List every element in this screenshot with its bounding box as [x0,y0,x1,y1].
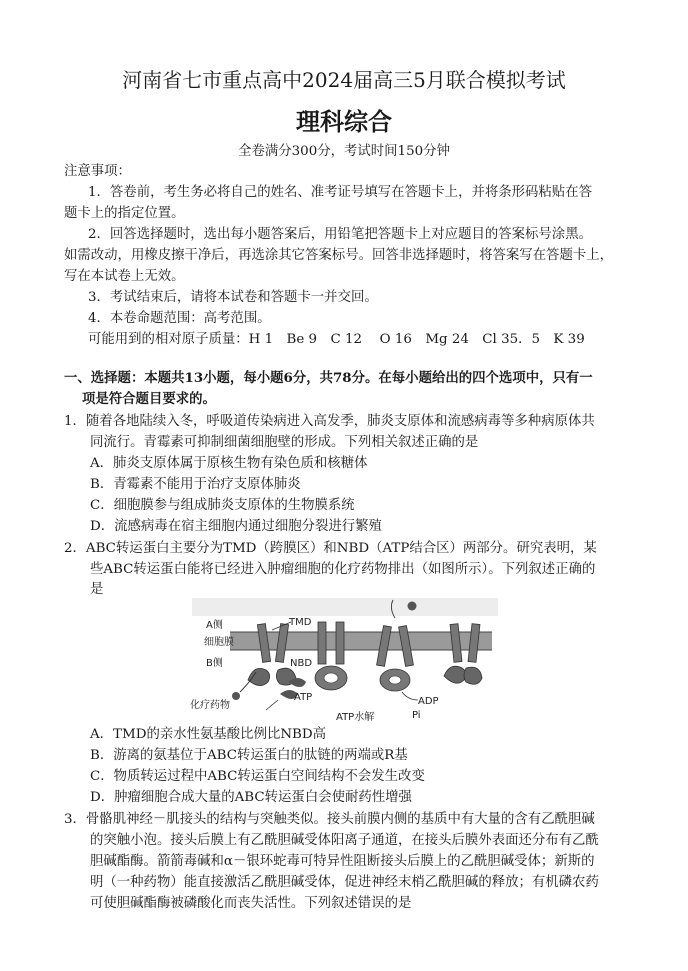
q1-option-b: B．青霉素不能用于治疗支原体肺炎 [90,477,301,492]
hydrolysis-label: ATP水解 [336,712,375,723]
abc-transporter-figure [190,596,500,726]
q3-stem-cont: 的突触小泡。接头后膜上有乙酰胆碱受体阳离子通道，在接头后膜外表面还分布有乙酰 [90,833,599,848]
q2-stem-cont: 是 [90,582,104,597]
exam-title: 河南省七市重点高中2024届高三5月联合模拟考试 [122,68,566,92]
nbd-label: NBD [290,658,313,669]
section-heading: 一、选择题：本题共13小题，每小题6分，共78分。在每小题给出的四个选项中，只有一 [64,370,593,386]
transporter-3 [377,600,439,721]
q2-option-b: B．游离的氨基位于ABC转运蛋白的肽链的两端或R基 [90,748,408,763]
q1-stem: 1．随着各地陆续入冬，呼吸道传染病进入高发季，肺炎支原体和流感病毒等多种病原体共 [64,414,595,429]
drug-molecule [232,692,240,700]
q1-option-d: D．流感病毒在宿主细胞内通过细胞分裂进行繁殖 [90,519,382,534]
exam-info: 全卷满分300分，考试时间150分钟 [238,144,450,159]
q2-option-d: D．肿瘤细胞合成大量的ABC转运蛋白会使耐药性增强 [90,790,412,805]
nbd-ring-hole [389,676,401,684]
figure-svg [190,596,500,726]
effluxed-drug [408,602,417,611]
notice-item-2-cont: 写在本试卷上无效。 [64,269,185,284]
adp-label: ADP [418,696,439,707]
q3-stem-cont: 明（一种药物）能直接激活乙酰胆碱受体，促进神经末梢乙酰胆碱的释放；有机磷农药 [90,875,599,890]
tmd-segment [318,622,326,664]
atp-label: ATP [294,692,313,703]
nbd-domain [464,667,482,684]
nbd-ring-hole [324,673,338,683]
notice-item-1-cont: 题卡上的指定位置。 [64,206,185,221]
notice-item-3: 3．考试结束后，请将本试卷和答题卡一并交回。 [88,290,378,305]
tmd-segment [468,624,480,663]
side-b-label: B侧 [206,658,223,669]
subject-title: 理科综合 [296,107,392,136]
notice-item-1: 1．答卷前，考生务必将自己的姓名、准考证号填写在答题卡上，并将条形码粘贴在答 [88,185,592,200]
section-heading-cont: 项是符合题目要求的。 [82,391,216,407]
q2-stem: 2．ABC转运蛋白主要分为TMD（跨膜区）和NBD（ATP结合区）两部分。研究表明，某 [64,541,597,556]
nbd-domain [444,666,466,683]
notice-item-4: 4．本卷命题范围：高考范围。 [88,311,271,326]
notice-heading: 注意事项： [64,164,131,179]
q3-stem-cont: 可使胆碱酯酶被磷酸化而丧失活性。下列叙述错误的是 [90,896,412,911]
pi-label: Pi [412,710,421,721]
notice-item-2: 2．回答选择题时，选出每小题答案后，用铅笔把答题卡上对应题目的答案标号涂黑。 [88,227,592,242]
membrane-label: 细胞膜 [204,637,234,648]
q1-option-a: A．肺炎支原体属于原核生物有染色质和核糖体 [90,456,368,471]
q2-stem-cont: 些ABC转运蛋白能将已经进入肿瘤细胞的化疗药物排出（如图所示）。下列叙述正确的 [90,562,596,577]
atomic-mass-line: 可能用到的相对原子质量：H 1 Be 9 C 12 O 16 Mg 24 Cl 35．5 K 39 [88,332,585,347]
nbd-domain [248,668,270,685]
notice-item-2-cont: 如需改动，用橡皮擦干净后，再选涂其它答案标号。回答非选择题时，将答案写在答题卡上， [64,248,614,263]
drug-label: 化疗药物 [190,700,230,711]
q2-option-c: C．物质转运过程中ABC转运蛋白空间结构不会发生改变 [90,769,425,784]
q2-option-a: A．TMD的亲水性氨基酸比例比NBD高 [90,727,327,742]
figure-background [192,598,498,616]
q1-stem-cont: 同流行。青霉素可抑制细菌细胞壁的形成。下列相关叙述正确的是 [90,435,479,450]
tmd-segment [450,624,462,663]
atp-arrow [266,700,278,710]
tmd-label: TMD [289,617,312,628]
side-a-label: A侧 [206,620,223,631]
adp-arrow [402,692,418,700]
q3-stem-cont: 胆碱酯酶。箭箭毒碱和α－银环蛇毒可特异性阻断接头后膜上的乙酰胆碱受体；新斯的 [90,854,595,869]
q1-option-c: C．细胞膜参与组成肺炎支原体的生物膜系统 [90,498,355,513]
tmd-segment [336,622,344,664]
q3-stem: 3．骨骼肌神经－肌接头的结构与突触类似。接头前膜内侧的基质中有大量的含有乙酰胆碱 [64,812,595,827]
